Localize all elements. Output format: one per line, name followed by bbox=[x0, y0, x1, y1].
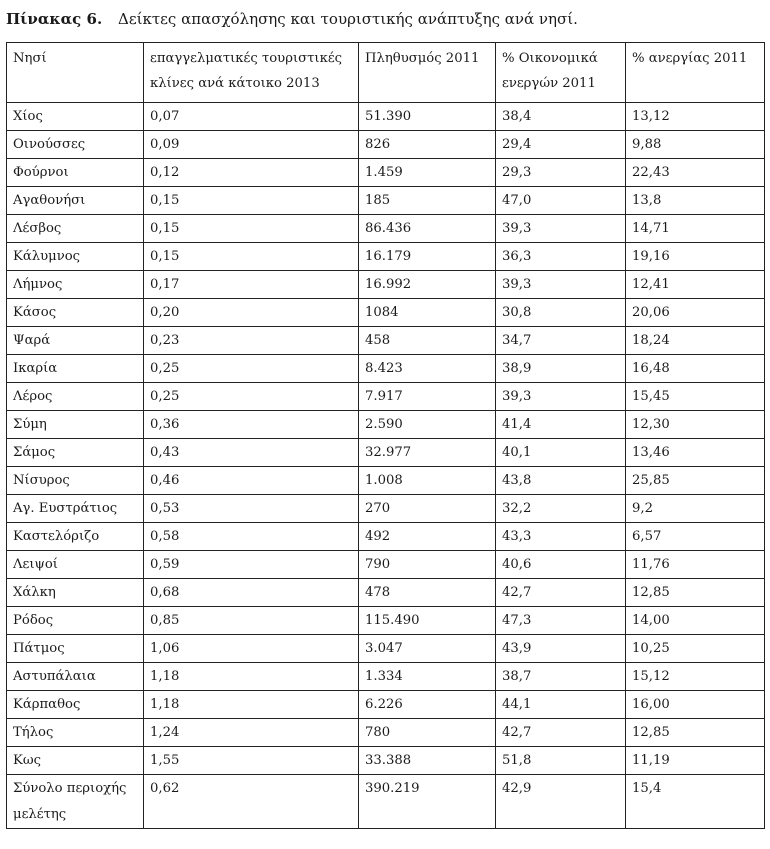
table-cell: 16,00 bbox=[626, 691, 765, 719]
table-cell: 32,2 bbox=[496, 495, 626, 523]
table-cell: 492 bbox=[359, 523, 496, 551]
table-body bbox=[7, 103, 765, 829]
table-row bbox=[7, 355, 765, 383]
caption-number: Πίνακας 6. bbox=[6, 10, 103, 28]
table-cell: 0,09 bbox=[144, 131, 359, 159]
table-cell: Κάσος bbox=[7, 299, 144, 327]
header-cell: % Οικονομικά ενεργών 2011 bbox=[496, 43, 626, 103]
table-row bbox=[7, 187, 765, 215]
table-cell: 826 bbox=[359, 131, 496, 159]
table-cell: Λέσβος bbox=[7, 215, 144, 243]
table-row bbox=[7, 747, 765, 775]
table-cell: 1,24 bbox=[144, 719, 359, 747]
table-row bbox=[7, 775, 765, 829]
table-cell: 10,25 bbox=[626, 635, 765, 663]
table-header-row bbox=[7, 43, 765, 103]
table-row bbox=[7, 691, 765, 719]
table-cell: Αγ. Ευστράτιος bbox=[7, 495, 144, 523]
table-cell: 1.008 bbox=[359, 467, 496, 495]
table-row bbox=[7, 271, 765, 299]
table-cell: 19,16 bbox=[626, 243, 765, 271]
table-cell: 390.219 bbox=[359, 775, 496, 829]
table-row bbox=[7, 635, 765, 663]
table-cell: 18,24 bbox=[626, 327, 765, 355]
table-cell: 0,25 bbox=[144, 383, 359, 411]
table-cell: 0,25 bbox=[144, 355, 359, 383]
header-cell: Πληθυσμός 2011 bbox=[359, 43, 496, 103]
table-cell: Κάρπαθος bbox=[7, 691, 144, 719]
caption-text: Δείκτες απασχόλησης και τουριστικής ανάπτυξης ανά νησί. bbox=[118, 10, 578, 28]
table-row bbox=[7, 467, 765, 495]
table-cell: 458 bbox=[359, 327, 496, 355]
table-cell: 1084 bbox=[359, 299, 496, 327]
table-cell: Χίος bbox=[7, 103, 144, 131]
table-cell: 13,46 bbox=[626, 439, 765, 467]
table-cell: 1,18 bbox=[144, 663, 359, 691]
table-cell: 1.334 bbox=[359, 663, 496, 691]
table-cell: Καστελόριζο bbox=[7, 523, 144, 551]
table-cell: 12,41 bbox=[626, 271, 765, 299]
table-cell: 1,55 bbox=[144, 747, 359, 775]
table-cell: 3.047 bbox=[359, 635, 496, 663]
table-row bbox=[7, 383, 765, 411]
table-cell: 0,53 bbox=[144, 495, 359, 523]
table-cell: 47,3 bbox=[496, 607, 626, 635]
table-cell: 30,8 bbox=[496, 299, 626, 327]
table-cell: 22,43 bbox=[626, 159, 765, 187]
table-cell: 38,7 bbox=[496, 663, 626, 691]
table-cell: Ψαρά bbox=[7, 327, 144, 355]
table-cell: Κως bbox=[7, 747, 144, 775]
table-cell: 13,8 bbox=[626, 187, 765, 215]
table-cell: 0,15 bbox=[144, 215, 359, 243]
table-cell: 0,43 bbox=[144, 439, 359, 467]
table-cell: 12,85 bbox=[626, 719, 765, 747]
table-cell: 16,48 bbox=[626, 355, 765, 383]
table-cell: Χάλκη bbox=[7, 579, 144, 607]
table-row bbox=[7, 243, 765, 271]
table-cell: 0,46 bbox=[144, 467, 359, 495]
table-row bbox=[7, 551, 765, 579]
table-cell: 25,85 bbox=[626, 467, 765, 495]
table-cell: 0,17 bbox=[144, 271, 359, 299]
table-cell: 780 bbox=[359, 719, 496, 747]
table-cell: Αγαθονήσι bbox=[7, 187, 144, 215]
table-cell: 16.179 bbox=[359, 243, 496, 271]
table-row bbox=[7, 523, 765, 551]
table-cell: 42,9 bbox=[496, 775, 626, 829]
table-cell: 43,8 bbox=[496, 467, 626, 495]
table-cell: 185 bbox=[359, 187, 496, 215]
table-cell: Πάτμος bbox=[7, 635, 144, 663]
table-cell: 9,2 bbox=[626, 495, 765, 523]
table-cell: 0,62 bbox=[144, 775, 359, 829]
table-cell: 790 bbox=[359, 551, 496, 579]
table-row bbox=[7, 215, 765, 243]
table-cell: 7.917 bbox=[359, 383, 496, 411]
table-cell: 6,57 bbox=[626, 523, 765, 551]
table-cell: 0,36 bbox=[144, 411, 359, 439]
table-cell: Νίσυρος bbox=[7, 467, 144, 495]
table-cell: 29,3 bbox=[496, 159, 626, 187]
table-cell: 16.992 bbox=[359, 271, 496, 299]
table-cell: 44,1 bbox=[496, 691, 626, 719]
table-cell: 43,3 bbox=[496, 523, 626, 551]
table-cell: 1,18 bbox=[144, 691, 359, 719]
table-cell: Οινούσσες bbox=[7, 131, 144, 159]
table-cell: 8.423 bbox=[359, 355, 496, 383]
table-cell: 1,06 bbox=[144, 635, 359, 663]
table-cell: 11,19 bbox=[626, 747, 765, 775]
table-cell: 38,4 bbox=[496, 103, 626, 131]
table-cell: 478 bbox=[359, 579, 496, 607]
table-cell: 0,20 bbox=[144, 299, 359, 327]
table-cell: 9,88 bbox=[626, 131, 765, 159]
table-cell: Φούρνοι bbox=[7, 159, 144, 187]
table-cell: 15,4 bbox=[626, 775, 765, 829]
table-cell: 20,06 bbox=[626, 299, 765, 327]
header-cell: Νησί bbox=[7, 43, 144, 103]
table-cell: Λέρος bbox=[7, 383, 144, 411]
table-cell: 51.390 bbox=[359, 103, 496, 131]
table-cell: 12,30 bbox=[626, 411, 765, 439]
table-cell: 15,45 bbox=[626, 383, 765, 411]
table-cell: 40,6 bbox=[496, 551, 626, 579]
table-row bbox=[7, 299, 765, 327]
table-row bbox=[7, 719, 765, 747]
table-cell: 43,9 bbox=[496, 635, 626, 663]
table-row bbox=[7, 495, 765, 523]
table-cell: 12,85 bbox=[626, 579, 765, 607]
table-cell: Αστυπάλαια bbox=[7, 663, 144, 691]
table-cell: 40,1 bbox=[496, 439, 626, 467]
table-cell: 86.436 bbox=[359, 215, 496, 243]
table-cell: 15,12 bbox=[626, 663, 765, 691]
table-row bbox=[7, 159, 765, 187]
table-row bbox=[7, 327, 765, 355]
table-cell: 115.490 bbox=[359, 607, 496, 635]
table-cell: 0,12 bbox=[144, 159, 359, 187]
table-cell: 0,15 bbox=[144, 187, 359, 215]
table-cell: 34,7 bbox=[496, 327, 626, 355]
table-cell: 42,7 bbox=[496, 579, 626, 607]
table-cell: 13,12 bbox=[626, 103, 765, 131]
table-cell: 6.226 bbox=[359, 691, 496, 719]
header-cell: % ανεργίας 2011 bbox=[626, 43, 765, 103]
table-cell: 47,0 bbox=[496, 187, 626, 215]
table-cell: 39,3 bbox=[496, 215, 626, 243]
table-cell: 36,3 bbox=[496, 243, 626, 271]
table-cell: 0,59 bbox=[144, 551, 359, 579]
table-cell: Τήλος bbox=[7, 719, 144, 747]
table-cell: Κάλυμνος bbox=[7, 243, 144, 271]
table-row bbox=[7, 663, 765, 691]
table-cell: Σύνολο περιοχής μελέτης bbox=[7, 775, 144, 829]
table-row bbox=[7, 439, 765, 467]
table-cell: Σάμος bbox=[7, 439, 144, 467]
table-cell: 51,8 bbox=[496, 747, 626, 775]
table-cell: 39,3 bbox=[496, 271, 626, 299]
table-cell: 0,23 bbox=[144, 327, 359, 355]
table-row bbox=[7, 607, 765, 635]
table-cell: Ικαρία bbox=[7, 355, 144, 383]
table-row bbox=[7, 579, 765, 607]
table-cell: 0,85 bbox=[144, 607, 359, 635]
table-cell: 38,9 bbox=[496, 355, 626, 383]
table-caption bbox=[6, 10, 578, 28]
table-cell: Λειψοί bbox=[7, 551, 144, 579]
table-row bbox=[7, 411, 765, 439]
table-cell: Ρόδος bbox=[7, 607, 144, 635]
table-cell: 14,71 bbox=[626, 215, 765, 243]
table-cell: 1.459 bbox=[359, 159, 496, 187]
table-row bbox=[7, 131, 765, 159]
table-cell: 32.977 bbox=[359, 439, 496, 467]
table-cell: 2.590 bbox=[359, 411, 496, 439]
table-cell: 270 bbox=[359, 495, 496, 523]
table-cell: 0,68 bbox=[144, 579, 359, 607]
header-cell: επαγγελματικές τουριστικές κλίνες ανά κάτοικο 2013 bbox=[144, 43, 359, 103]
table-cell: 33.388 bbox=[359, 747, 496, 775]
indicators-table bbox=[6, 42, 765, 829]
table-cell: 29,4 bbox=[496, 131, 626, 159]
table-cell: 41,4 bbox=[496, 411, 626, 439]
table-cell: 39,3 bbox=[496, 383, 626, 411]
table-cell: 0,58 bbox=[144, 523, 359, 551]
table-cell: Λήμνος bbox=[7, 271, 144, 299]
table-row bbox=[7, 103, 765, 131]
table-cell: Σύμη bbox=[7, 411, 144, 439]
table-cell: 0,15 bbox=[144, 243, 359, 271]
table-cell: 0,07 bbox=[144, 103, 359, 131]
table-cell: 14,00 bbox=[626, 607, 765, 635]
table-cell: 42,7 bbox=[496, 719, 626, 747]
table-cell: 11,76 bbox=[626, 551, 765, 579]
